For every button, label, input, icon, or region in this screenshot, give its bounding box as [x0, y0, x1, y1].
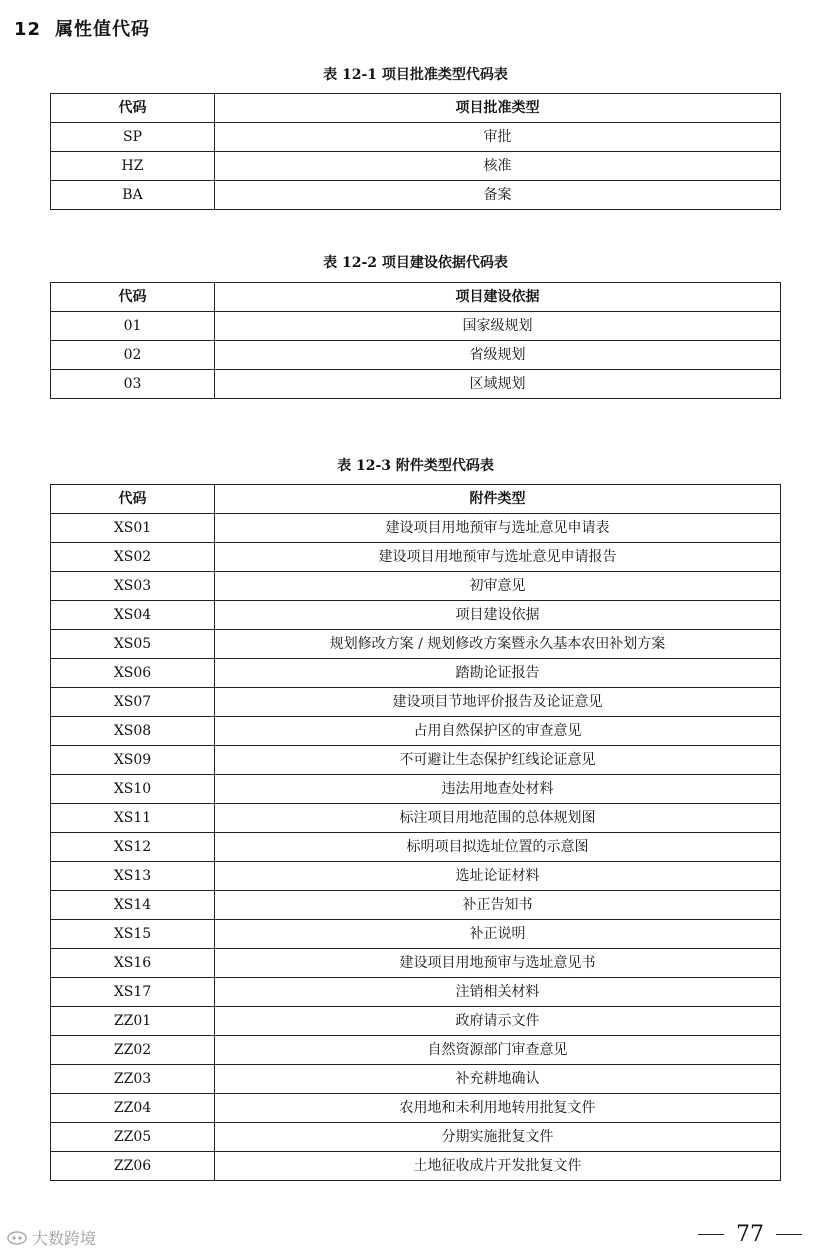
section-heading	[14, 15, 150, 41]
code-cell: SP	[51, 123, 215, 152]
code-cell: ZZ02	[51, 1036, 215, 1065]
table-header-row	[51, 485, 781, 514]
description-cell: 自然资源部门审查意见	[215, 1036, 781, 1065]
table-row	[51, 891, 781, 920]
table-row	[51, 601, 781, 630]
section-title: 属性值代码	[55, 19, 151, 40]
code-cell: XS06	[51, 659, 215, 688]
table-row	[51, 746, 781, 775]
code-cell: XS07	[51, 688, 215, 717]
code-cell: XS14	[51, 891, 215, 920]
left-dash	[698, 1234, 724, 1235]
table-caption-12-1: 表 12-1 项目批准类型代码表	[323, 67, 508, 83]
code-cell: BA	[51, 181, 215, 210]
table-row	[51, 152, 781, 181]
table-row	[51, 1123, 781, 1152]
description-cell: 建设项目用地预审与选址意见书	[215, 949, 781, 978]
code-cell: XS12	[51, 833, 215, 862]
page-number: 77	[736, 1222, 764, 1247]
description-cell: 规划修改方案 / 规划修改方案暨永久基本农田补划方案	[215, 630, 781, 659]
table-row	[51, 1036, 781, 1065]
description-cell: 建设项目用地预审与选址意见申请报告	[215, 543, 781, 572]
description-cell: 核准	[215, 152, 781, 181]
table-row	[51, 949, 781, 978]
description-cell: 土地征收成片开发批复文件	[215, 1152, 781, 1181]
description-cell: 违法用地查处材料	[215, 775, 781, 804]
table-row	[51, 1065, 781, 1094]
code-cell: ZZ06	[51, 1152, 215, 1181]
table-row	[51, 717, 781, 746]
header-code: 代码	[51, 283, 215, 312]
header-code: 代码	[51, 485, 215, 514]
code-cell: XS11	[51, 804, 215, 833]
table-header-row	[51, 283, 781, 312]
code-cell: ZZ05	[51, 1123, 215, 1152]
code-cell: ZZ04	[51, 1094, 215, 1123]
header-type: 项目建设依据	[215, 283, 781, 312]
table-row	[51, 804, 781, 833]
table-12-3	[50, 484, 781, 1181]
table-row	[51, 659, 781, 688]
code-cell: 03	[51, 370, 215, 399]
description-cell: 选址论证材料	[215, 862, 781, 891]
description-cell: 农用地和未利用地转用批复文件	[215, 1094, 781, 1123]
page-footer	[698, 1222, 802, 1247]
table-row	[51, 181, 781, 210]
table-12-2	[50, 282, 781, 399]
header-type: 附件类型	[215, 485, 781, 514]
code-cell: XS05	[51, 630, 215, 659]
code-cell: ZZ03	[51, 1065, 215, 1094]
header-type: 项目批准类型	[215, 94, 781, 123]
description-cell: 备案	[215, 181, 781, 210]
description-cell: 标明项目拟选址位置的示意图	[215, 833, 781, 862]
code-cell: XS09	[51, 746, 215, 775]
code-cell: ZZ01	[51, 1007, 215, 1036]
description-cell: 补充耕地确认	[215, 1065, 781, 1094]
table-row	[51, 688, 781, 717]
description-cell: 初审意见	[215, 572, 781, 601]
code-cell: XS03	[51, 572, 215, 601]
table-header-row	[51, 94, 781, 123]
description-cell: 补正说明	[215, 920, 781, 949]
table-row	[51, 862, 781, 891]
description-cell: 建设项目用地预审与选址意见申请表	[215, 514, 781, 543]
table-row	[51, 775, 781, 804]
description-cell: 注销相关材料	[215, 978, 781, 1007]
description-cell: 补正告知书	[215, 891, 781, 920]
description-cell: 分期实施批复文件	[215, 1123, 781, 1152]
table-row	[51, 978, 781, 1007]
watermark	[6, 1226, 96, 1249]
description-cell: 标注项目用地范围的总体规划图	[215, 804, 781, 833]
code-cell: XS13	[51, 862, 215, 891]
code-cell: 02	[51, 341, 215, 370]
header-code: 代码	[51, 94, 215, 123]
table-caption-12-3: 表 12-3 附件类型代码表	[337, 458, 494, 474]
description-cell: 项目建设依据	[215, 601, 781, 630]
code-cell: XS02	[51, 543, 215, 572]
description-cell: 省级规划	[215, 341, 781, 370]
code-cell: XS17	[51, 978, 215, 1007]
description-cell: 政府请示文件	[215, 1007, 781, 1036]
table-row	[51, 341, 781, 370]
code-cell: HZ	[51, 152, 215, 181]
code-cell: XS01	[51, 514, 215, 543]
description-cell: 建设项目节地评价报告及论证意见	[215, 688, 781, 717]
section-number: 12	[14, 19, 42, 40]
code-cell: XS16	[51, 949, 215, 978]
description-cell: 区域规划	[215, 370, 781, 399]
code-cell: XS10	[51, 775, 215, 804]
code-cell: XS15	[51, 920, 215, 949]
right-dash	[776, 1234, 802, 1235]
table-row	[51, 370, 781, 399]
table-row	[51, 630, 781, 659]
table-row	[51, 572, 781, 601]
table-row	[51, 920, 781, 949]
description-cell: 不可避让生态保护红线论证意见	[215, 746, 781, 775]
table-row	[51, 1094, 781, 1123]
table-row	[51, 514, 781, 543]
table-row	[51, 543, 781, 572]
table-12-1	[50, 93, 781, 210]
code-cell: 01	[51, 312, 215, 341]
table-row	[51, 312, 781, 341]
watermark-text: 大数跨境	[32, 1229, 97, 1248]
table-row	[51, 1152, 781, 1181]
code-cell: XS08	[51, 717, 215, 746]
table-caption-12-2: 表 12-2 项目建设依据代码表	[323, 255, 508, 271]
table-row	[51, 123, 781, 152]
code-cell: XS04	[51, 601, 215, 630]
description-cell: 审批	[215, 123, 781, 152]
description-cell: 踏勘论证报告	[215, 659, 781, 688]
table-row	[51, 833, 781, 862]
watermark-logo-icon	[6, 1230, 28, 1246]
description-cell: 国家级规划	[215, 312, 781, 341]
description-cell: 占用自然保护区的审查意见	[215, 717, 781, 746]
table-row	[51, 1007, 781, 1036]
